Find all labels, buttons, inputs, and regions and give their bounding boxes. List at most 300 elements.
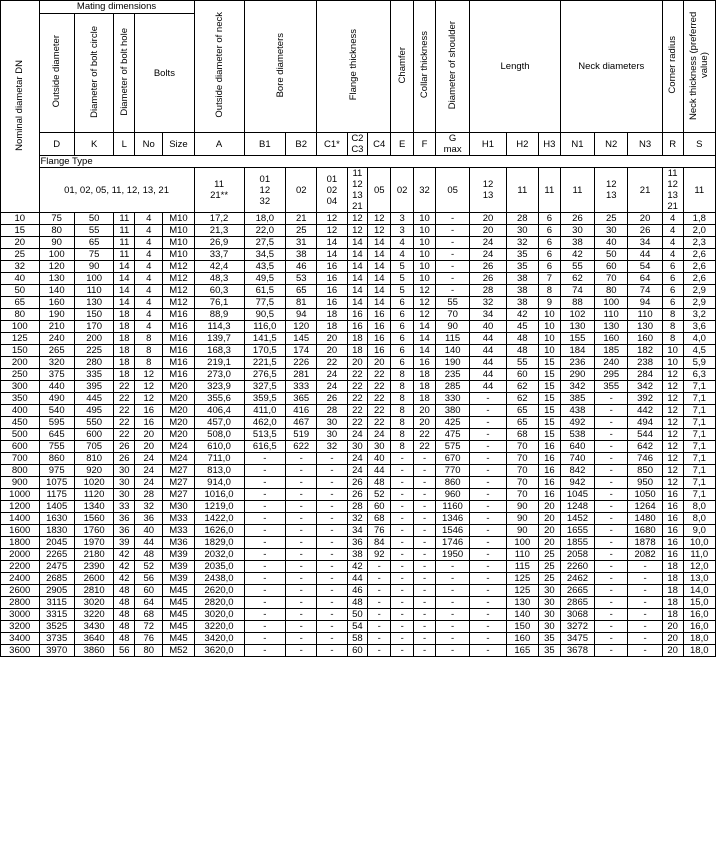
table-cell: - — [470, 465, 506, 477]
table-row — [1, 261, 716, 273]
table-cell: 22 — [114, 429, 135, 441]
table-cell: 18 — [662, 585, 683, 597]
table-cell: - — [595, 501, 628, 513]
table-cell: - — [244, 465, 286, 477]
table-cell: 1248 — [560, 501, 594, 513]
table-cell: 26 — [114, 453, 135, 465]
table-cell: 44 — [368, 465, 391, 477]
table-cell: - — [244, 621, 286, 633]
nominal-diameter-cell: 3400 — [1, 633, 40, 645]
table-cell: M45 — [163, 609, 194, 621]
table-cell: 15 — [538, 405, 560, 417]
table-cell: 273,0 — [194, 369, 244, 381]
table-cell: 3735 — [39, 633, 74, 645]
flange-type-cell: 02 — [286, 168, 317, 213]
table-cell: 490 — [39, 393, 74, 405]
table-cell: M12 — [163, 285, 194, 297]
table-cell: 30 — [114, 465, 135, 477]
table-cell: 28 — [347, 501, 368, 513]
nominal-diameter-cell: 500 — [1, 429, 40, 441]
table-cell: 10 — [662, 357, 683, 369]
table-cell: - — [286, 549, 317, 561]
table-cell: 8 — [135, 357, 163, 369]
nominal-diameter-cell: 100 — [1, 321, 40, 333]
table-cell: 8 — [538, 285, 560, 297]
header-neck-thickness: Neck thickness (preferred value) — [683, 1, 715, 133]
nominal-diameter-cell: 400 — [1, 405, 40, 417]
table-cell: 40 — [135, 525, 163, 537]
table-cell: 8 — [135, 345, 163, 357]
table-cell: 48 — [506, 333, 538, 345]
table-cell: 35 — [538, 633, 560, 645]
table-cell: 34 — [628, 237, 662, 249]
table-cell: 22 — [414, 429, 436, 441]
table-cell: - — [595, 417, 628, 429]
table-cell: 20 — [662, 645, 683, 657]
table-cell: 20 — [414, 417, 436, 429]
table-cell: 18 — [662, 573, 683, 585]
table-cell: 15 — [538, 429, 560, 441]
table-cell: 115 — [506, 561, 538, 573]
nominal-diameter-cell: 2200 — [1, 561, 40, 573]
table-cell: - — [595, 453, 628, 465]
table-cell: - — [595, 429, 628, 441]
symbol-cell: No — [135, 133, 163, 156]
table-cell: 6 — [662, 261, 683, 273]
table-cell: 120 — [39, 261, 74, 273]
table-cell: - — [391, 489, 414, 501]
table-cell: 84 — [368, 537, 391, 549]
table-cell: - — [391, 621, 414, 633]
symbol-cell: H3 — [538, 133, 560, 156]
table-cell: - — [435, 237, 469, 249]
table-cell: - — [286, 633, 317, 645]
table-cell: 850 — [628, 465, 662, 477]
table-cell: 26 — [470, 261, 506, 273]
table-cell: - — [391, 513, 414, 525]
table-cell: - — [414, 645, 436, 657]
table-cell: 22 — [368, 381, 391, 393]
table-cell: 60 — [595, 261, 628, 273]
table-cell: 5 — [391, 261, 414, 273]
table-cell: 28 — [135, 489, 163, 501]
table-cell: - — [414, 453, 436, 465]
flange-type-cell: 12 13 — [595, 168, 628, 213]
table-cell: 20 — [628, 213, 662, 225]
nominal-diameter-cell: 125 — [1, 333, 40, 345]
table-cell: - — [391, 597, 414, 609]
table-cell: 4 — [135, 225, 163, 237]
table-cell: 813,0 — [194, 465, 244, 477]
table-cell: 14 — [414, 333, 436, 345]
table-cell: 2462 — [560, 573, 594, 585]
nominal-diameter-cell: 150 — [1, 345, 40, 357]
table-cell: 4 — [135, 321, 163, 333]
table-cell: 495 — [74, 405, 114, 417]
table-cell: - — [391, 465, 414, 477]
table-cell: - — [317, 645, 347, 657]
table-cell: 110 — [506, 549, 538, 561]
table-cell: 2082 — [628, 549, 662, 561]
table-cell: 11 — [114, 249, 135, 261]
table-cell: 1970 — [74, 537, 114, 549]
table-cell: 90 — [435, 321, 469, 333]
table-cell: 6 — [662, 273, 683, 285]
table-cell: - — [414, 585, 436, 597]
table-cell: 11 — [114, 213, 135, 225]
table-cell: 15,0 — [683, 597, 715, 609]
table-cell: 1346 — [435, 513, 469, 525]
table-cell: - — [435, 249, 469, 261]
table-cell: 16 — [662, 549, 683, 561]
table-cell: - — [244, 477, 286, 489]
symbol-cell: B1 — [244, 133, 286, 156]
table-cell: 70 — [506, 489, 538, 501]
table-cell: - — [628, 561, 662, 573]
table-cell: 36 — [114, 525, 135, 537]
header-outside-diameter: Outside diameter — [39, 14, 74, 133]
table-cell: 6 — [538, 225, 560, 237]
table-cell: 38 — [506, 273, 538, 285]
table-cell: 323,9 — [194, 381, 244, 393]
table-cell: M39 — [163, 561, 194, 573]
table-cell: 14 — [368, 285, 391, 297]
table-cell: 25 — [538, 549, 560, 561]
table-cell: 6 — [662, 297, 683, 309]
table-cell: - — [435, 585, 469, 597]
table-cell: 62 — [560, 273, 594, 285]
table-cell: 32 — [135, 501, 163, 513]
symbol-cell: N1 — [560, 133, 594, 156]
table-cell: 22 — [347, 381, 368, 393]
table-cell: 62 — [506, 381, 538, 393]
table-cell: 22 — [114, 405, 135, 417]
table-cell: 2265 — [39, 549, 74, 561]
table-row — [1, 477, 716, 489]
table-cell: 26 — [560, 213, 594, 225]
table-cell: 25 — [538, 561, 560, 573]
table-cell: 14 — [414, 345, 436, 357]
table-cell: 10,0 — [683, 537, 715, 549]
table-cell: - — [435, 645, 469, 657]
table-cell: 3475 — [560, 633, 594, 645]
table-cell: 3 — [391, 225, 414, 237]
table-cell: - — [414, 549, 436, 561]
header-bolts: Bolts — [135, 14, 194, 133]
table-cell: 54 — [347, 621, 368, 633]
table-cell: 18,0 — [244, 213, 286, 225]
header-length: Length — [470, 1, 561, 133]
nominal-diameter-cell: 40 — [1, 273, 40, 285]
table-cell: 30 — [595, 225, 628, 237]
table-cell: 3678 — [560, 645, 594, 657]
table-cell: 100 — [39, 249, 74, 261]
table-cell: 44 — [470, 345, 506, 357]
table-cell: 2685 — [39, 573, 74, 585]
table-cell: 1405 — [39, 501, 74, 513]
table-cell: 24 — [347, 465, 368, 477]
table-cell: - — [244, 561, 286, 573]
table-cell: 44 — [347, 573, 368, 585]
table-cell: 17,2 — [194, 213, 244, 225]
table-cell: 14 — [368, 297, 391, 309]
table-cell: 32 — [317, 441, 347, 453]
table-cell: 35 — [538, 645, 560, 657]
nominal-diameter-cell: 250 — [1, 369, 40, 381]
table-cell: 7,1 — [683, 441, 715, 453]
table-cell: 24 — [347, 453, 368, 465]
table-cell: 42 — [114, 549, 135, 561]
table-cell: 42 — [114, 561, 135, 573]
table-cell: 42 — [347, 561, 368, 573]
table-cell: 9,0 — [683, 525, 715, 537]
table-cell: 12 — [347, 213, 368, 225]
flange-type-cell: 01 02 04 — [317, 168, 347, 213]
table-cell: 14 — [347, 285, 368, 297]
table-cell: 184 — [560, 345, 594, 357]
table-cell: 60,3 — [194, 285, 244, 297]
table-cell: - — [244, 525, 286, 537]
table-cell: 2600 — [74, 573, 114, 585]
table-cell: 44 — [628, 249, 662, 261]
table-cell: 6 — [538, 261, 560, 273]
table-cell: - — [595, 489, 628, 501]
table-cell: 22 — [114, 393, 135, 405]
table-cell: 70 — [595, 273, 628, 285]
table-cell: 225 — [74, 345, 114, 357]
table-cell: 14 — [368, 261, 391, 273]
table-cell: 7,1 — [683, 393, 715, 405]
table-cell: 519 — [286, 429, 317, 441]
table-cell: 80 — [135, 645, 163, 657]
table-cell: 20 — [538, 513, 560, 525]
table-cell: 165 — [506, 645, 538, 657]
table-cell: 90 — [39, 237, 74, 249]
table-cell: M45 — [163, 597, 194, 609]
table-cell: M16 — [163, 369, 194, 381]
table-cell: - — [244, 645, 286, 657]
flange-type-cell: 32 — [414, 168, 436, 213]
table-cell: 810 — [74, 453, 114, 465]
table-cell: - — [286, 597, 317, 609]
table-cell: 90 — [506, 525, 538, 537]
table-cell: 540 — [39, 405, 74, 417]
table-cell: - — [317, 573, 347, 585]
table-cell: 76 — [135, 633, 163, 645]
table-cell: - — [391, 453, 414, 465]
table-cell: 1626,0 — [194, 525, 244, 537]
table-cell: 16 — [368, 321, 391, 333]
table-cell: 49,5 — [244, 273, 286, 285]
table-cell: - — [391, 573, 414, 585]
table-cell: 50 — [347, 609, 368, 621]
table-row — [1, 513, 716, 525]
nominal-diameter-cell: 15 — [1, 225, 40, 237]
nominal-diameter-cell: 25 — [1, 249, 40, 261]
table-cell: 2,3 — [683, 237, 715, 249]
table-cell: 538 — [560, 429, 594, 441]
table-cell: 76 — [368, 525, 391, 537]
table-cell: 15 — [538, 357, 560, 369]
table-cell: - — [595, 621, 628, 633]
table-cell: M20 — [163, 381, 194, 393]
table-cell: 4 — [662, 225, 683, 237]
header-mating-dimensions: Mating dimensions — [39, 1, 194, 14]
symbol-cell: D — [39, 133, 74, 156]
table-cell: 4 — [135, 285, 163, 297]
table-cell: 10 — [414, 213, 436, 225]
table-cell: 39 — [114, 537, 135, 549]
header-diameter-of-shoulder: Diameter of shoulder — [435, 1, 469, 133]
table-cell: 185 — [595, 345, 628, 357]
table-cell: 3020,0 — [194, 609, 244, 621]
flange-type-label-row — [1, 156, 716, 168]
table-cell: 12 — [414, 285, 436, 297]
table-cell: - — [435, 597, 469, 609]
table-cell: 1680 — [628, 525, 662, 537]
table-row — [1, 405, 716, 417]
table-cell: 4 — [662, 249, 683, 261]
table-row — [1, 417, 716, 429]
table-cell: M39 — [163, 573, 194, 585]
table-cell: 942 — [560, 477, 594, 489]
table-cell: 5 — [391, 273, 414, 285]
table-cell: 440 — [39, 381, 74, 393]
table-cell: 14 — [114, 261, 135, 273]
table-cell: 4 — [135, 297, 163, 309]
table-cell: 3220 — [74, 609, 114, 621]
table-cell: 18 — [114, 321, 135, 333]
table-cell: 6 — [391, 321, 414, 333]
table-cell: 406,4 — [194, 405, 244, 417]
table-cell: 18 — [347, 345, 368, 357]
table-cell: 2,9 — [683, 285, 715, 297]
table-cell: 190 — [39, 309, 74, 321]
table-cell: 130 — [74, 297, 114, 309]
table-cell: - — [391, 537, 414, 549]
table-cell: 238 — [628, 357, 662, 369]
table-cell: 7,1 — [683, 417, 715, 429]
table-cell: 24 — [135, 453, 163, 465]
table-cell: 34 — [347, 525, 368, 537]
table-cell: 12 — [662, 441, 683, 453]
table-row — [1, 393, 716, 405]
table-cell: 18 — [662, 609, 683, 621]
table-cell: 416 — [286, 405, 317, 417]
table-cell: 335 — [74, 369, 114, 381]
table-cell: - — [414, 633, 436, 645]
table-cell: 1830 — [39, 525, 74, 537]
table-cell: 6 — [391, 297, 414, 309]
table-cell: - — [368, 645, 391, 657]
table-cell: 12 — [662, 417, 683, 429]
table-cell: 11,0 — [683, 549, 715, 561]
table-cell: 140 — [39, 285, 74, 297]
table-cell: 115 — [435, 333, 469, 345]
table-cell: 442 — [628, 405, 662, 417]
table-cell: 125 — [506, 573, 538, 585]
table-cell: - — [286, 621, 317, 633]
table-cell: M27 — [163, 489, 194, 501]
flange-type-cell: 12 13 — [470, 168, 506, 213]
table-cell: 16 — [662, 513, 683, 525]
table-cell: 4 — [391, 249, 414, 261]
table-cell: 12 — [662, 465, 683, 477]
table-cell: 110 — [74, 285, 114, 297]
nominal-diameter-cell: 3200 — [1, 621, 40, 633]
table-cell: 130 — [39, 273, 74, 285]
table-cell: M10 — [163, 249, 194, 261]
flange-type-cell: 11 — [538, 168, 560, 213]
flange-type-cell: 11 21** — [194, 168, 244, 213]
table-cell: 18 — [317, 309, 347, 321]
table-cell: - — [391, 633, 414, 645]
table-cell: M45 — [163, 621, 194, 633]
table-cell: 4 — [391, 237, 414, 249]
nominal-diameter-cell: 350 — [1, 393, 40, 405]
table-cell: 80 — [39, 225, 74, 237]
nominal-diameter-cell: 3600 — [1, 645, 40, 657]
table-cell: 411,0 — [244, 405, 286, 417]
table-cell: 12 — [347, 225, 368, 237]
symbol-cell: E — [391, 133, 414, 156]
table-cell: - — [435, 633, 469, 645]
table-cell: 22 — [368, 417, 391, 429]
table-cell: - — [470, 621, 506, 633]
table-row — [1, 633, 716, 645]
table-cell: 24 — [470, 237, 506, 249]
table-cell: 22 — [368, 405, 391, 417]
table-cell: - — [628, 585, 662, 597]
table-cell: - — [414, 501, 436, 513]
table-cell: 10 — [414, 237, 436, 249]
table-cell: 3,6 — [683, 321, 715, 333]
table-cell: 2045 — [39, 537, 74, 549]
table-cell: 60 — [506, 369, 538, 381]
table-cell: 12 — [662, 393, 683, 405]
table-cell: 330 — [435, 393, 469, 405]
table-cell: 8 — [391, 417, 414, 429]
table-cell: 26 — [347, 477, 368, 489]
table-cell: 7,1 — [683, 405, 715, 417]
table-row — [1, 561, 716, 573]
symbol-cell: K — [74, 133, 114, 156]
table-cell: - — [628, 621, 662, 633]
table-cell: 1855 — [560, 537, 594, 549]
table-cell: 114,3 — [194, 321, 244, 333]
table-cell: 30 — [538, 621, 560, 633]
table-cell: 130 — [506, 597, 538, 609]
table-cell: 75 — [74, 249, 114, 261]
table-cell: 240 — [39, 333, 74, 345]
table-cell: 3860 — [74, 645, 114, 657]
symbol-cell: H1 — [470, 133, 506, 156]
header-nominal-diameter: Nominal diametar DN — [1, 1, 40, 213]
table-cell: 18 — [414, 393, 436, 405]
flange-type-cell: 01, 02, 05, 11, 12, 13, 21 — [39, 168, 194, 213]
table-cell: 16 — [414, 357, 436, 369]
table-cell: 276,5 — [244, 369, 286, 381]
table-cell: 4 — [662, 237, 683, 249]
table-cell: 20 — [317, 333, 347, 345]
table-cell: 1422,0 — [194, 513, 244, 525]
table-cell: M27 — [163, 477, 194, 489]
table-cell: - — [414, 465, 436, 477]
table-cell: 14 — [347, 261, 368, 273]
table-cell: 22 — [414, 441, 436, 453]
table-cell: - — [595, 609, 628, 621]
table-cell: 10 — [538, 333, 560, 345]
